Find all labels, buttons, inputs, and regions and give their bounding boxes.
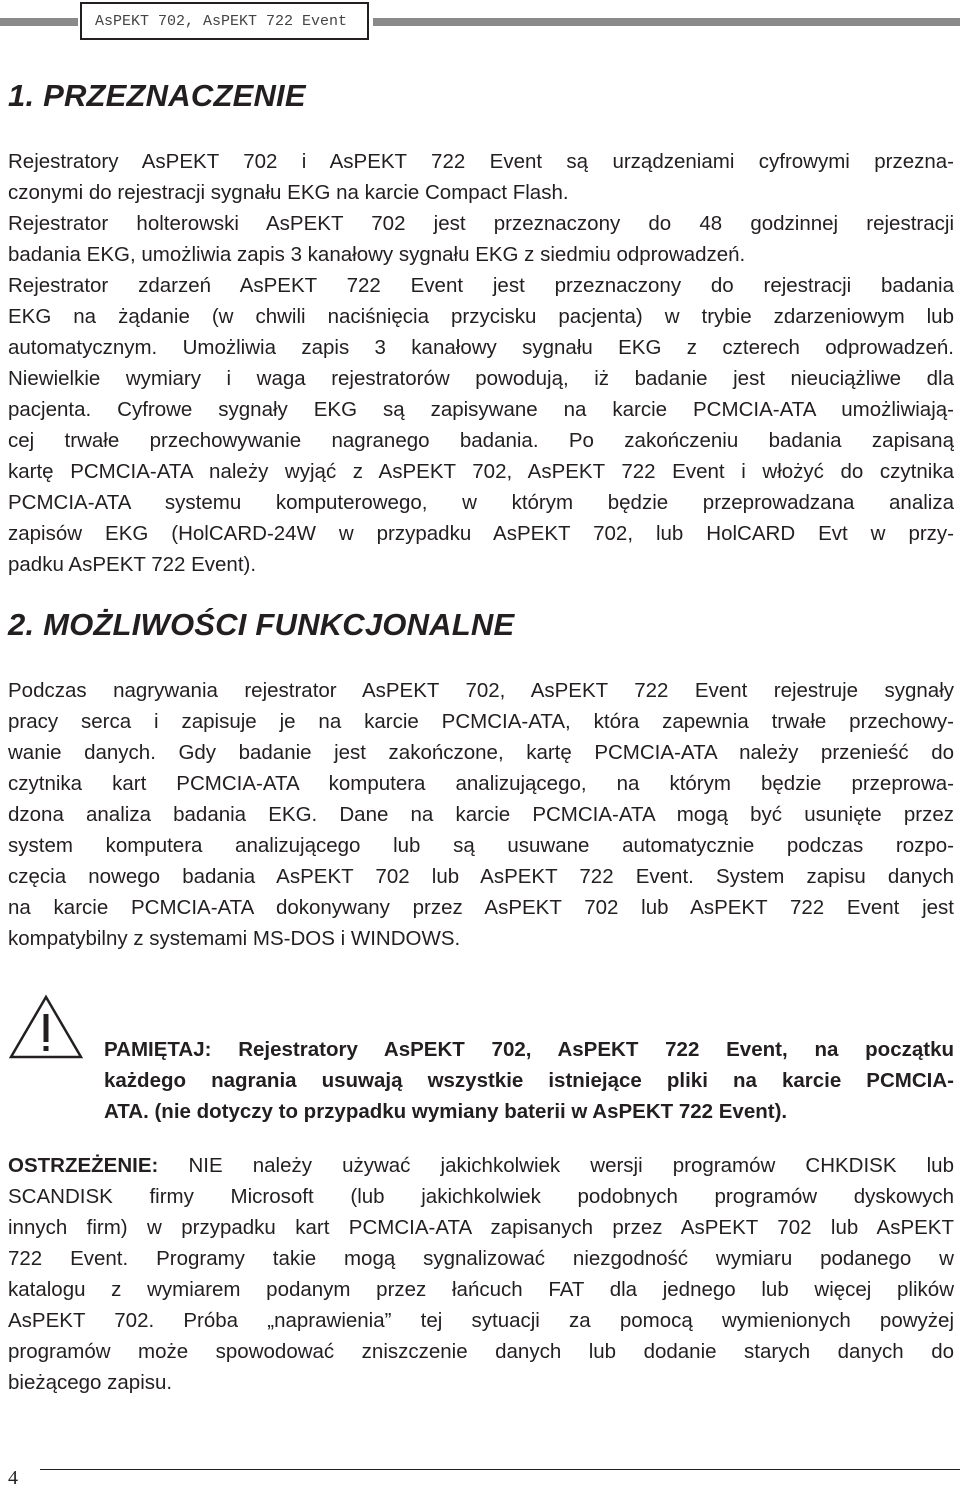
body-line: pacjenta. Cyfrowe sygnały EKG są zapisywane na karcie PCMCIA-ATA umożliwiają- <box>8 398 954 421</box>
warning-line: katalogu z wymiarem podanym przez łańcuch FAT dla jednego lub więcej plików <box>8 1278 954 1301</box>
page-header <box>0 0 960 45</box>
section-2-heading: 2. MOŻLIWOŚCI FUNKCJONALNE <box>8 607 515 642</box>
body-line: Niewielkie wymiary i waga rejestratorów powodują, iż badanie jest nieuciążliwe dla <box>8 367 954 390</box>
section-1-body <box>8 146 954 580</box>
header-rule-left <box>0 18 78 26</box>
warning-label: OSTRZEŻENIE: <box>8 1154 159 1177</box>
body-line: EKG na żądanie (w chwili naciśnięcia przycisku pacjenta) w trybie zdarzeniowym lub <box>8 305 954 328</box>
warning-line: SCANDISK firmy Microsoft (lub jakichkolwiek podobnych programów dyskowych <box>8 1185 954 1208</box>
body-line: dzona analiza badania EKG. Dane na karcie PCMCIA-ATA mogą być usunięte przez <box>8 803 954 826</box>
body-line: Rejestratory AsPEKT 702 i AsPEKT 722 Event są urządzeniami cyfrowymi przezna- <box>8 150 954 173</box>
section-1-heading: 1. PRZEZNACZENIE <box>8 78 306 113</box>
body-line: system komputera analizującego lub są usuwane automatycznie podczas rozpo- <box>8 834 954 857</box>
body-line: wanie danych. Gdy badanie jest zakończone, kartę PCMCIA-ATA należy przenieść do <box>8 741 954 764</box>
body-line: Rejestrator zdarzeń AsPEKT 722 Event jest przeznaczony do rejestracji badania <box>8 274 954 297</box>
body-line: kartę PCMCIA-ATA należy wyjąć z AsPEKT 702, AsPEKT 722 Event i włożyć do czytnika <box>8 460 954 483</box>
body-line: częcia nowego badania AsPEKT 702 lub AsPEKT 722 Event. System zapisu danych <box>8 865 954 888</box>
body-line: kompatybilny z systemami MS-DOS i WINDOWS. <box>8 927 461 950</box>
body-line: czytnika kart PCMCIA-ATA komputera analizującego, na którym będzie przeprowa- <box>8 772 954 795</box>
body-line: cej trwałe przechowywanie nagranego badania. Po zakończeniu badania zapisaną <box>8 429 954 452</box>
body-line: PCMCIA-ATA systemu komputerowego, w którym będzie przeprowadzana analiza <box>8 491 954 514</box>
warning-triangle-icon <box>8 994 84 1060</box>
body-line: badania EKG, umożliwia zapis 3 kanałowy sygnału EKG z siedmiu odprowadzeń. <box>8 243 746 266</box>
warning-line <box>8 1150 954 1181</box>
body-line: padku AsPEKT 722 Event). <box>8 553 257 576</box>
warning-first-line-text: NIE należy używać jakichkolwiek wersji programów CHKDISK lub <box>158 1154 954 1177</box>
warning-line: innych firm) w przypadku kart PCMCIA-ATA zapisanych przez AsPEKT 702 lub AsPEKT <box>8 1216 954 1239</box>
footer-rule <box>40 1469 960 1470</box>
body-line: pracy serca i zapisuje je na karcie PCMCIA-ATA, która zapewnia trwałe przechowy- <box>8 710 954 733</box>
notice-line: każdego nagrania usuwają wszystkie istniejące pliki na karcie PCMCIA- <box>104 1069 954 1092</box>
notice-line: PAMIĘTAJ: Rejestratory AsPEKT 702, AsPEKT 722 Event, na początku <box>104 1038 954 1061</box>
body-line: automatycznym. Umożliwia zapis 3 kanałowy sygnału EKG z czterech odprowadzeń. <box>8 336 954 359</box>
warning-line: programów może spowodować zniszczenie danych lub dodanie starych danych do <box>8 1340 954 1363</box>
warning-line: bieżącego zapisu. <box>8 1371 173 1394</box>
warning-line: AsPEKT 702. Próba „naprawienia” tej sytuacji za pomocą wymienionych powyżej <box>8 1309 954 1332</box>
body-line: Rejestrator holterowski AsPEKT 702 jest przeznaczony do 48 godzinnej rejestracji <box>8 212 954 235</box>
notice-text <box>104 1034 954 1127</box>
body-line: zapisów EKG (HolCARD-24W w przypadku AsPEKT 702, lub HolCARD Evt w przy- <box>8 522 954 545</box>
body-line: Podczas nagrywania rejestrator AsPEKT 702, AsPEKT 722 Event rejestruje sygnały <box>8 679 954 702</box>
body-line: czonymi do rejestracji sygnału EKG na karcie Compact Flash. <box>8 181 569 204</box>
warning-line: 722 Event. Programy takie mogą sygnalizować niezgodność wymiaru podanego w <box>8 1247 954 1270</box>
notice-line: ATA. (nie dotyczy to przypadku wymiany baterii w AsPEKT 722 Event). <box>104 1100 788 1123</box>
running-title: AsPEKT 702, AsPEKT 722 Event <box>80 2 369 40</box>
section-2-body <box>8 675 954 954</box>
header-rule-right <box>373 18 960 26</box>
body-line: na karcie PCMCIA-ATA dokonywany przez AsPEKT 702 lub AsPEKT 722 Event jest <box>8 896 954 919</box>
page-number: 4 <box>8 1467 18 1489</box>
warning-paragraph <box>8 1150 954 1398</box>
